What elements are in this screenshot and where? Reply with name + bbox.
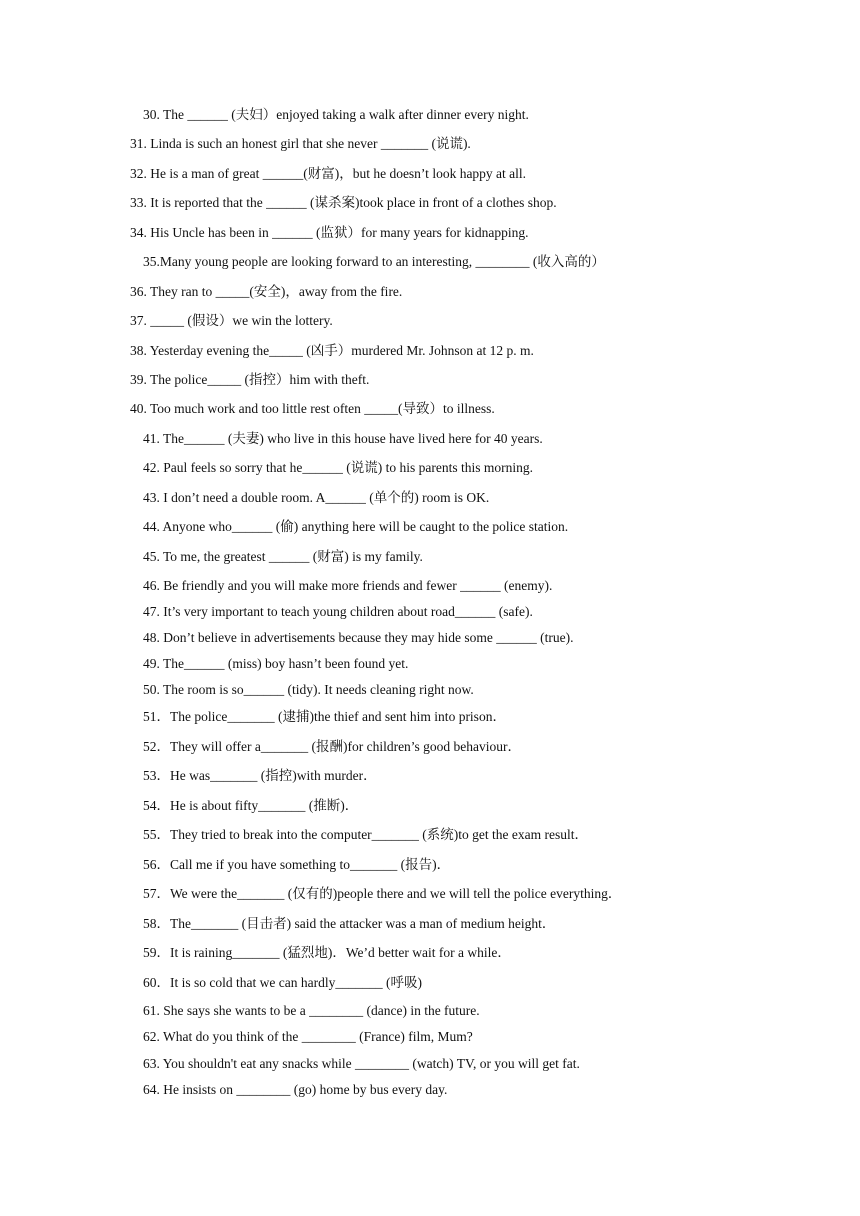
exercise-line: 41. The______ (夫妻) who live in this house have lived here for 40 years. — [143, 431, 543, 446]
exercise-line: 47. It’s very important to teach young children about road______ (safe). — [143, 604, 533, 619]
exercise-line: 53．He was_______ (指控)with murder． — [143, 768, 377, 783]
exercise-line: 39. The police_____ (指控）him with theft. — [130, 372, 370, 387]
exercise-line: 51．The police_______ (逮捕)the thief and sent him into prison． — [143, 709, 506, 724]
exercise-line: 52．They will offer a_______ (报酬)for children’s good behaviour． — [143, 739, 522, 754]
exercise-line: 30. The ______ (夫妇）enjoyed taking a walk after dinner every night. — [143, 107, 529, 122]
exercise-line: 57．We were the_______ (仅有的)people there and we will tell the police everything． — [143, 886, 622, 901]
exercise-line: 34. His Uncle has been in ______ (监狱）for many years for kidnapping. — [130, 225, 529, 240]
exercise-line: 63. You shouldn't eat any snacks while ________ (watch) TV, or you will get fat. — [143, 1056, 580, 1071]
exercise-line: 58．The_______ (目击者) said the attacker was a man of medium height． — [143, 916, 556, 931]
exercise-line: 60．It is so cold that we can hardly_______ (呼吸) — [143, 975, 422, 990]
exercise-line: 48. Don’t believe in advertisements because they may hide some ______ (true). — [143, 630, 574, 645]
exercise-line: 49. The______ (miss) boy hasn’t been found yet. — [143, 656, 409, 671]
exercise-line: 38. Yesterday evening the_____ (凶手）murdered Mr. Johnson at 12 p. m. — [130, 343, 534, 358]
exercise-line: 31. Linda is such an honest girl that she never _______ (说谎). — [130, 136, 471, 151]
exercise-line: 54．He is about fifty_______ (推断)． — [143, 798, 359, 813]
exercise-line: 46. Be friendly and you will make more friends and fewer ______ (enemy). — [143, 578, 553, 593]
exercise-line: 35.Many young people are looking forward to an interesting, ________ (收入高的） — [143, 254, 605, 269]
exercise-line: 36. They ran to _____(安全)，away from the fire. — [130, 284, 403, 299]
exercise-line: 56．Call me if you have something to_______ (报告)． — [143, 857, 451, 872]
exercise-line: 43. I don’t need a double room. A______ (单个的) room is OK. — [143, 490, 490, 505]
exercise-line: 37. _____ (假设）we win the lottery. — [130, 313, 333, 328]
exercise-line: 61. She says she wants to be a ________ (dance) in the future. — [143, 1003, 480, 1018]
exercise-line: 42. Paul feels so sorry that he______ (说谎) to his parents this morning. — [143, 460, 533, 475]
exercise-line: 44. Anyone who______ (偷) anything here will be caught to the police station. — [143, 519, 569, 534]
exercise-line: 55．They tried to break into the computer_______ (系统)to get the exam result． — [143, 827, 589, 842]
exercise-line: 64. He insists on ________ (go) home by bus every day. — [143, 1082, 448, 1097]
exercise-line: 45. To me, the greatest ______ (财富) is my family. — [143, 549, 423, 564]
exercise-line: 32. He is a man of great ______(财富)，but he doesn’t look happy at all. — [130, 166, 527, 181]
exercise-line: 33. It is reported that the ______ (谋杀案)took place in front of a clothes shop. — [130, 195, 557, 210]
exercise-line: 59．It is raining_______ (猛烈地)．We’d better wait for a while． — [143, 945, 511, 960]
exercise-line: 40. Too much work and too little rest often _____(导致）to illness. — [130, 401, 495, 416]
exercise-line: 62. What do you think of the ________ (France) film, Mum? — [143, 1029, 473, 1044]
exercise-line: 50. The room is so______ (tidy). It needs cleaning right now. — [143, 682, 474, 697]
